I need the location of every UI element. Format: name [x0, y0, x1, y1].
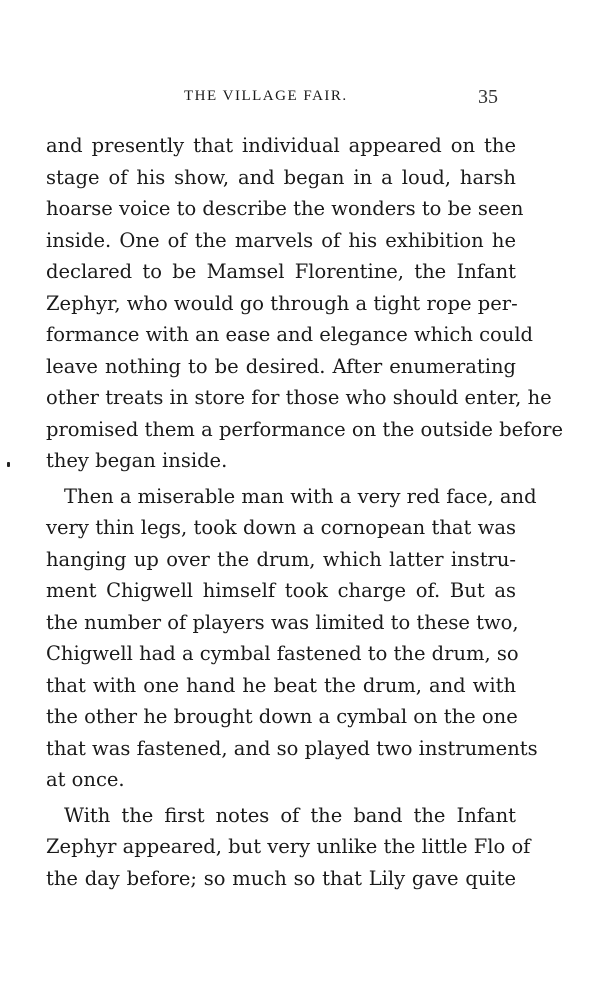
page-number: 35	[478, 86, 498, 108]
text-line: they began inside.	[46, 449, 228, 472]
text-line: stage of his show, and began in a loud, harsh	[46, 165, 516, 189]
text-line: ment Chigwell himself took charge of. But as	[46, 579, 516, 602]
text-line: Then a miserable man with a very red face, and	[64, 484, 537, 508]
text-line: Zephyr appeared, but very unlike the little Flo of	[46, 835, 531, 858]
text-line: formance with an ease and elegance which could	[46, 323, 534, 346]
text-line: leave nothing to be desired. After enumerating	[46, 354, 516, 378]
text-line: at once.	[46, 768, 125, 791]
text-line: declared to be Mamsel Florentine, the Infant	[46, 260, 516, 283]
text-line: other treats in store for those who should enter, he	[46, 386, 552, 409]
text-line: the day before; so much so that Lily gave quite	[46, 866, 516, 890]
text-line: inside. One of the marvels of his exhibition he	[46, 228, 516, 252]
text-line: the other he brought down a cymbal on the one	[46, 705, 518, 728]
paragraph	[46, 130, 563, 477]
text-line: Zephyr, who would go through a tight rope per-	[46, 291, 518, 315]
text-line: hoarse voice to describe the wonders to be seen	[46, 197, 524, 220]
text-line: that with one hand he beat the drum, and with	[46, 673, 516, 697]
text-line: With the first notes of the band the Infant	[64, 803, 516, 827]
text-line: that was fastened, and so played two instruments	[46, 736, 538, 760]
text-line: and presently that individual appeared on the	[46, 134, 516, 157]
running-head: THE VILLAGE FAIR.	[184, 88, 348, 104]
text-line: very thin legs, took down a cornopean that was	[46, 516, 516, 539]
page-header	[0, 86, 595, 116]
text-line: the number of players was limited to these two,	[46, 610, 519, 634]
paragraph	[46, 800, 531, 895]
paragraph	[46, 481, 538, 796]
margin-speck	[7, 462, 10, 467]
body-text	[46, 130, 563, 894]
text-line: promised them a performance on the outside before	[46, 417, 563, 441]
text-line: Chigwell had a cymbal fastened to the drum, so	[46, 642, 519, 665]
text-line: hanging up over the drum, which latter instru-	[46, 547, 516, 571]
